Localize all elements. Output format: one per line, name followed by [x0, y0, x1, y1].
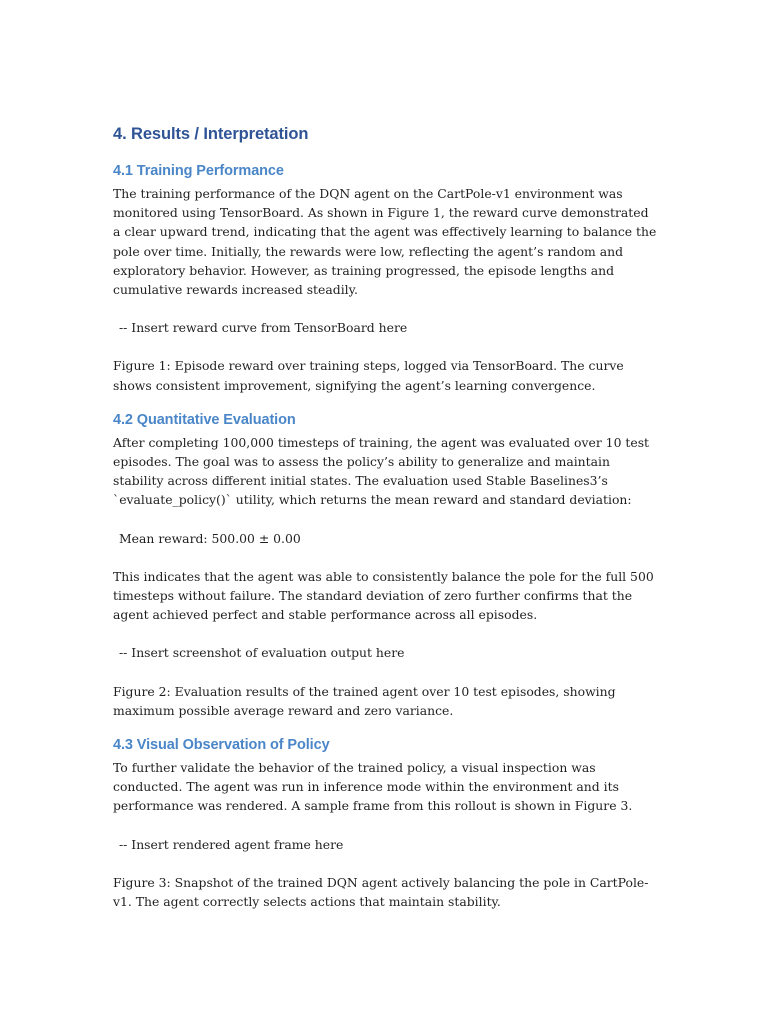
figure-placeholder-evaluation-output: -- Insert screenshot of evaluation output here — [119, 645, 405, 661]
figure-caption-1: Figure 1: Episode reward over training steps, logged via TensorBoard. The curve shows consistent improvement, signifying the agent’s learning convergence. — [113, 358, 624, 393]
paragraph-quantitative-evaluation: After completing 100,000 timesteps of training, the agent was evaluated over 10 test episodes. The goal was to assess the policy’s ability to generalize and maintain stability across different initial states. The evaluation used Stable Baselines3’s `evaluate_policy()` utility, which returns the mean reward and standard deviation: — [113, 434, 650, 508]
mean-reward-line: Mean reward: 500.00 ± 0.00 — [119, 530, 301, 546]
paragraph-visual-observation: To further validate the behavior of the trained policy, a visual inspection was conducted. The agent was run in inference mode within the environment and its performance was rendered. A sample frame from this rollout is shown in Figure 3. — [113, 760, 633, 814]
document-page — [113, 122, 658, 911]
subsection-heading-visual-observation: 4.3 Visual Observation of Policy — [113, 737, 330, 754]
section-title: 4. Results / Interpretation — [113, 125, 309, 143]
subsection-heading-quantitative-evaluation: 4.2 Quantitative Evaluation — [113, 411, 296, 428]
figure-caption-2: Figure 2: Evaluation results of the trained agent over 10 test episodes, showing maximum possible average reward and zero variance. — [113, 683, 616, 718]
figure-placeholder-reward-curve: -- Insert reward curve from TensorBoard here — [119, 320, 408, 336]
paragraph-training-performance: The training performance of the DQN agent on the CartPole-v1 environment was monitored using TensorBoard. As shown in Figure 1, the reward curve demonstrated a clear upward trend, indicating that the agent was effectively learning to balance the pole over time. Initially, the rewards were low, reflecting the agent’s random and exploratory behavior. However, as training progressed, the episode lengths and cumulative rewards increased steadily. — [113, 186, 657, 298]
figure-caption-3: Figure 3: Snapshot of the trained DQN agent actively balancing the pole in CartPole-v1. The agent correctly selects actions that maintain stability. — [113, 874, 649, 910]
figure-placeholder-agent-frame: -- Insert rendered agent frame here — [119, 836, 344, 852]
subsection-heading-training-performance: 4.1 Training Performance — [113, 163, 284, 179]
paragraph-evaluation-interpretation: This indicates that the agent was able to consistently balance the pole for the full 500 timesteps without failure. The standard deviation of zero further confirms that the agent achieved perfect and stable performance across all episodes. — [113, 568, 654, 623]
